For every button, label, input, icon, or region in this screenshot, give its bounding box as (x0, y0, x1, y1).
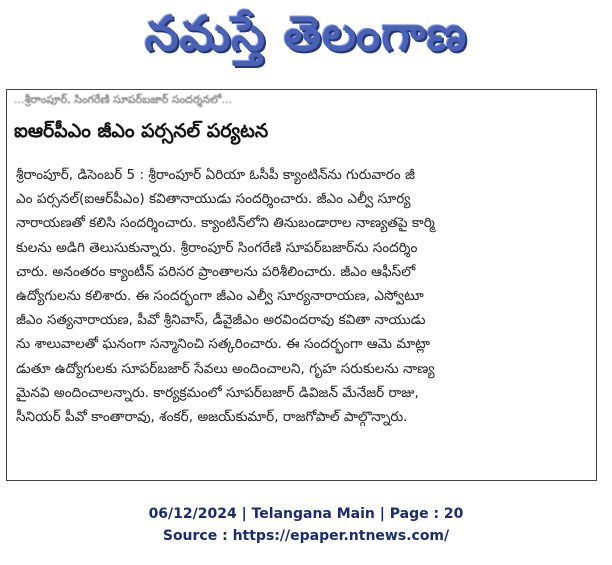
article-line: నారాయణతో కలిసి సందర్శించారు. క్యాంటిన్‌లోని తినుబండారాల నాణ్యతపై కార్మి (16, 215, 435, 232)
article-line: సీనియర్ పీవో కాంతారావు, శంకర్, అజయ్‌కుమార్, రాజగోపాల్ పాల్గొన్నారు. (16, 409, 408, 426)
article-headline: ఐఆర్‌పీఎం జీఎం పర్సనల్ పర్యటన (14, 120, 269, 142)
article-line: శ్రీరాంపూర్, డిసెంబర్ 5 : శ్రీరాంపూర్ ఏరియా ఓసీపీ క్యాంటిన్‌ను గురువారం జీ (16, 167, 415, 183)
article-line: ఉద్యోగులను కలిశారు. ఈ సందర్భంగా జీఎం ఎల్వీ సూర్యనారాయణ, ఎస్వోటూ (16, 288, 424, 305)
source-link[interactable]: Source : https://epaper.ntnews.com/ (162, 528, 450, 544)
article-body (16, 163, 590, 475)
article-line: ఎం పర్సనల్(ఐఆర్‌పీఎం) కవితానాయుడు సందర్శించారు. జీఎం ఎల్వీ సూర్య (16, 191, 411, 208)
photo-cutline-fragment: ...శ్రీరాంపూర్, సింగరేణి సూపర్‌బజార్ సందర్శనలో... (14, 93, 232, 106)
article-line: చారు. అనంతరం క్యాంటీన్ పరిసర ప్రాంతాలను పరిశీలించారు. జీఎం ఆఫీస్‌లో (16, 263, 416, 280)
article-line: మైనవి అందించాలన్నారు. కార్యక్రమంలో సూపర్‌బజార్ డివిజన్ మేనేజర్ రాజు, (16, 384, 419, 401)
article-line: కులను అడిగి తెలుసుకున్నారు. శ్రీరాంపూర్ సింగరేణి సూపర్‌బజార్‌ను సందర్శిం (16, 239, 418, 256)
article-line: ను శాలువాలతో ఘనంగా సన్మానించి సత్కరించారు. ఈ సందర్భంగా ఆమె మాట్లా (16, 336, 430, 353)
newspaper-masthead: నమస్తే తెలంగాణ (144, 6, 468, 62)
publication-meta: 06/12/2024 | Telangana Main | Page : 20 (148, 506, 464, 522)
article-line: జీఎం సత్యనారాయణ, పీవో శ్రీనివాస్, డీవైజీఎం అరవిందరావు కవితా నాయుడు (16, 312, 426, 329)
article-line: డుతూ ఉద్యోగులకు సూపర్‌బజార్ సేవలు అందించాలని, గృహ సరుకులను నాణ్య (16, 360, 435, 377)
